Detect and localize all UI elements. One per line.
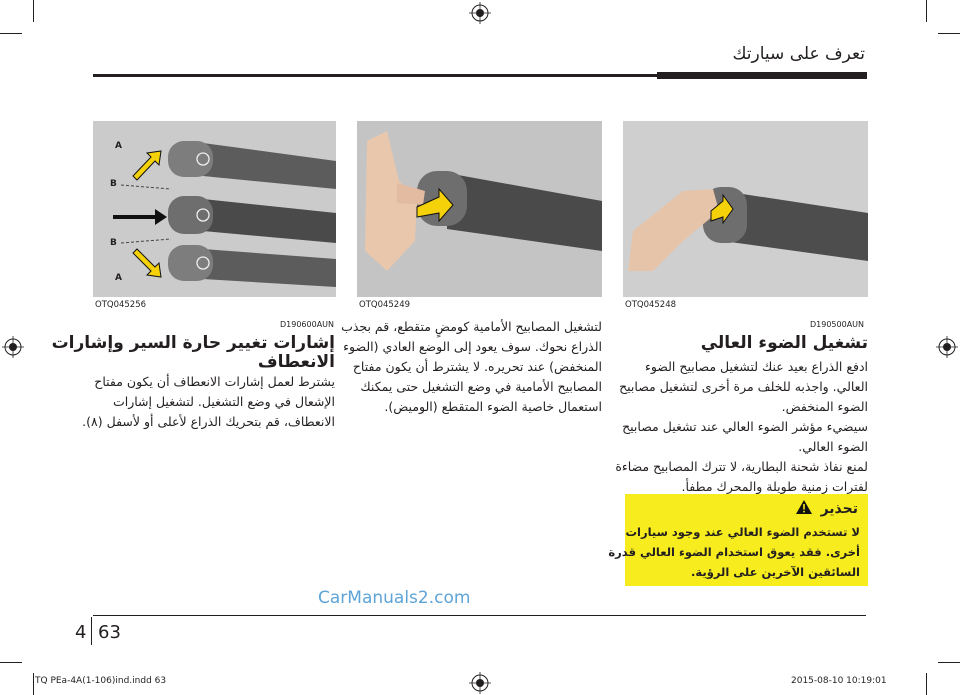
- text-line: لفترات زمنية طويلة والمحرك مطفأ.: [681, 479, 868, 494]
- flash-to-pass-illustration: [357, 121, 602, 297]
- crop-mark: [926, 673, 927, 695]
- section-code-right: D190500AUN: [810, 320, 865, 329]
- crop-mark: [938, 662, 960, 663]
- label-a-top: A: [115, 141, 122, 151]
- high-beam-body: [615, 357, 868, 497]
- registration-mark-icon: [469, 672, 491, 694]
- turn-signal-illustration: [93, 121, 336, 297]
- label-a-bottom: A: [115, 273, 122, 283]
- watermark-link[interactable]: CarManuals2.com: [318, 588, 471, 608]
- text-line: المنخفض) عند تحريره. لا يشترط أن يكون مفتاح: [352, 359, 602, 374]
- page-number-divider: [91, 617, 92, 645]
- chapter-number: 4: [75, 622, 87, 643]
- title-line: إشارات تغيير حارة السير وإشارات: [51, 333, 335, 353]
- text-line: لا تستخدم الضوء العالي عند وجود سيارات: [625, 525, 860, 539]
- text-line: أخرى. فقد يعوق استخدام الضوء العالي قدرة: [608, 545, 860, 559]
- text-line: ادفع الذراع بعيد عنك لتشغيل مصابيح الضوء: [644, 359, 868, 374]
- crop-mark: [938, 33, 960, 34]
- text-line: لتشغيل المصابيح الأمامية كومضٍ متقطع، قم بجذب: [341, 319, 602, 334]
- text-line: المصابيح الأمامية في وضع التشغيل حتى يمكنك: [360, 379, 602, 394]
- registration-mark-icon: [936, 336, 958, 358]
- text-line: السائقين الآخرين على الرؤية.: [691, 565, 860, 579]
- image-code-middle: OTQ045249: [359, 300, 411, 310]
- crop-mark: [0, 33, 22, 34]
- warning-box: [608, 494, 868, 586]
- header-tab-bar: [657, 72, 867, 79]
- warning-triangle-icon: [796, 500, 812, 514]
- section-title-high-beam: تشغيل الضوء العالي: [700, 333, 868, 353]
- registration-mark-icon: [2, 336, 24, 358]
- text-line: يشترط لعمل إشارات الانعطاف أن يكون مفتاح: [94, 374, 335, 389]
- chapter-title: تعرف على سيارتك: [732, 44, 865, 64]
- footer-file-name: TQ PEa-4A(1-106)ind.indd 63: [35, 676, 167, 686]
- high-beam-illustration: [623, 121, 868, 297]
- text-line: الضوء العالي.: [798, 439, 868, 454]
- text-line: العالي. واجذبه للخلف مرة أخرى لتشغيل مصابيح: [619, 379, 868, 394]
- crop-mark: [33, 673, 34, 695]
- flash-to-pass-body: [341, 317, 602, 417]
- section-title-turn-signals: [52, 334, 335, 372]
- crop-mark: [926, 0, 927, 22]
- warning-heading: [796, 500, 858, 517]
- warning-body: [608, 522, 860, 582]
- turn-signals-body: [82, 372, 335, 432]
- image-code-left: OTQ045256: [95, 300, 147, 310]
- crop-mark: [33, 0, 34, 22]
- page-number: 63: [98, 622, 121, 643]
- text-line: سيضيء مؤشر الضوء العالي عند تشغيل مصابيح: [622, 419, 868, 434]
- crop-mark: [0, 662, 22, 663]
- text-line: الذراع نحوك. سوف يعود إلى الوضع العادي (الضوء: [343, 339, 602, 354]
- label-b-bottom: B: [110, 238, 117, 248]
- text-line: الإشعال في وضع التشغيل. لتشغيل إشارات: [112, 394, 335, 409]
- label-b-top: B: [110, 179, 117, 189]
- title-line: الانعطاف: [257, 352, 335, 372]
- footer-timestamp: 2015-08-10 10:19:01: [791, 676, 887, 686]
- image-code-right: OTQ045248: [625, 300, 677, 310]
- registration-mark-icon: [469, 2, 491, 24]
- text-line: لمنع نفاذ شحنة البطارية، لا تترك المصابيح مضاءة: [615, 459, 868, 474]
- warning-heading-text: تحذير: [820, 501, 858, 517]
- section-code-left: D190600AUN: [280, 320, 335, 329]
- text-line: الضوء المنخفض.: [781, 399, 868, 414]
- footer-rule: [93, 615, 866, 616]
- text-line: الانعطاف، قم بتحريك الذراع لأعلى أو لأسفل (٨).: [82, 414, 335, 429]
- text-line: استعمال خاصية الضوء المتقطع (الوميض).: [384, 399, 602, 414]
